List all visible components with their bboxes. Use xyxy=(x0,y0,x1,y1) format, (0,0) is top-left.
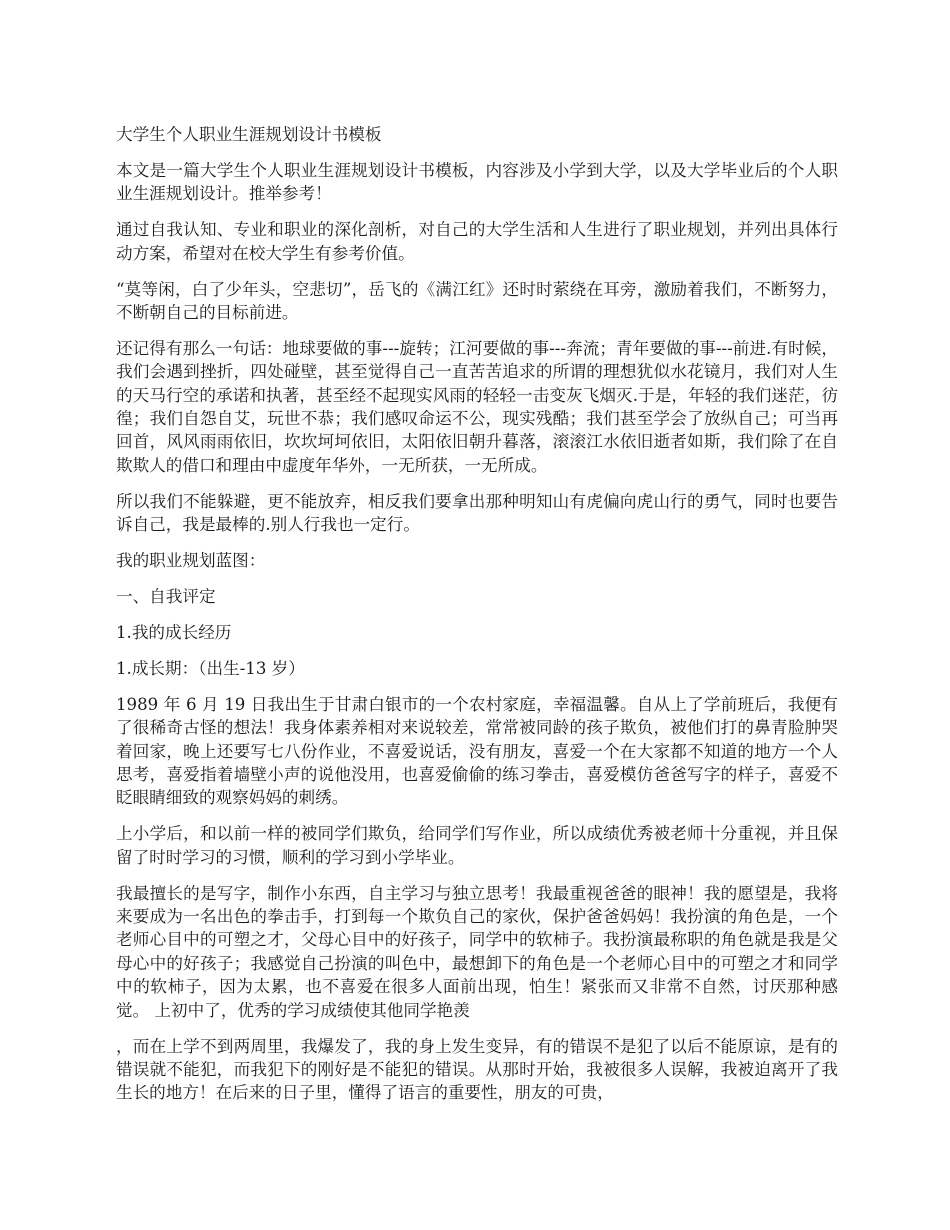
paragraph-reflection: 还记得有那么一句话：地球要做的事---旋转；江河要做的事---奔流；青年要做的事---前进.有时候，我们会遇到挫折，四处碰壁，甚至觉得自己一直苦苦追求的所谓的理想犹似水花镜月，我们对人生的天马行空的承诺和执著，甚至经不起现实风雨的轻轻一击变灰飞烟灭.于是，年轻的我们迷茫，彷徨；我们自怨自艾，玩世不恭；我们感叹命运不公，现实残酷；我们甚至学会了放纵自己；可当再回首，风风雨雨依旧，坎坎坷坷依旧，太阳依旧朝升暮落，滚滚江水依旧逝者如斯，我们除了在自欺欺人的借口和理由中虚度年华外，一无所获，一无所成。 xyxy=(116,338,838,475)
paragraph-intro: 本文是一篇大学生个人职业生涯规划设计书模板，内容涉及小学到大学，以及大学毕业后的个人职业生涯规划设计。推举参考！ xyxy=(116,160,838,204)
subsection-growth-period-heading: 1.成长期：（出生-13 岁） xyxy=(116,658,305,678)
paragraph-courage: 所以我们不能躲避，更不能放弃，相反我们要拿出那种明知山有虎偏向虎山行的勇气，同时也要告诉自己，我是最棒的.别人行我也一定行。 xyxy=(116,491,838,535)
paragraph-primary-school: 上小学后，和以前一样的被同学们欺负，给同学们写作业，所以成绩优秀被老师十分重视，并且保留了时时学习的习惯，顺利的学习到小学毕业。 xyxy=(116,824,838,867)
section-blueprint-heading: 我的职业规划蓝图： xyxy=(116,551,266,571)
document-title: 大学生个人职业生涯规划设计书模板 xyxy=(116,125,382,144)
paragraph-quote: “莫等闲，白了少年头，空悲切”，岳飞的《满江红》还时时萦绕在耳旁，激励着我们，不断努力，不断朝自己的目标前进。 xyxy=(116,279,838,322)
paragraph-summary: 通过自我认知、专业和职业的深化剖析，对自己的大学生活和人生进行了职业规划，并列出具体行动方案，希望对在校大学生有参考价值。 xyxy=(116,220,838,263)
paragraph-middle-school: ，而在上学不到两周里，我爆发了，我的身上发生变异，有的错误不是犯了以后不能原谅，是有的错误就不能犯，而我犯下的刚好是不能犯的错误。从那时开始，我被很多人误解，我被迫离开了我生长的地方！在后来的日子里，懂得了语言的重要性，朋友的可贵， xyxy=(116,1036,838,1103)
paragraph-childhood: 1989 年 6 月 19 日我出生于甘肃白银市的一个农村家庭，幸福温馨。自从上了学前班后，我便有了很稀奇古怪的想法！我身体素养相对来说较差，常常被同龄的孩子欺负，被他们打的鼻青脸肿哭着回家，晚上还要写七八份作业，不喜爱说话，没有朋友，喜爱一个在大家都不知道的地方一个人思考，喜爱指着墙壁小声的说他没用，也喜爱偷偷的练习拳击，喜爱模仿爸爸写字的样子，喜爱不眨眼睛细致的观察妈妈的刺绣。 xyxy=(116,694,838,808)
paragraph-strengths: 我最擅长的是写字，制作小东西，自主学习与独立思考！我最重视爸爸的眼神！我的愿望是，我将来要成为一名出色的拳击手，打到每一个欺负自己的家伙，保护爸爸妈妈！我扮演的角色是，一个老师心目中的可塑之才，父母心目中的好孩子，同学中的软柿子。我扮演最称职的角色就是我是父母心中的好孩子；我感觉自己扮演的叫色中，最想卸下的角色是一个老师心目中的可塑之才和同学中的软柿子，因为太累，也不喜爱在很多人面前出现，怕生！紧张而又非常不自然，讨厌那种感觉。 上初中了，优秀的学习成绩使其他同学艳羡 xyxy=(116,883,838,1020)
subsection-growth-heading: 1.我的成长经历 xyxy=(116,622,232,642)
section-self-assessment-heading: 一、自我评定 xyxy=(116,587,216,606)
document-page xyxy=(116,123,838,1117)
